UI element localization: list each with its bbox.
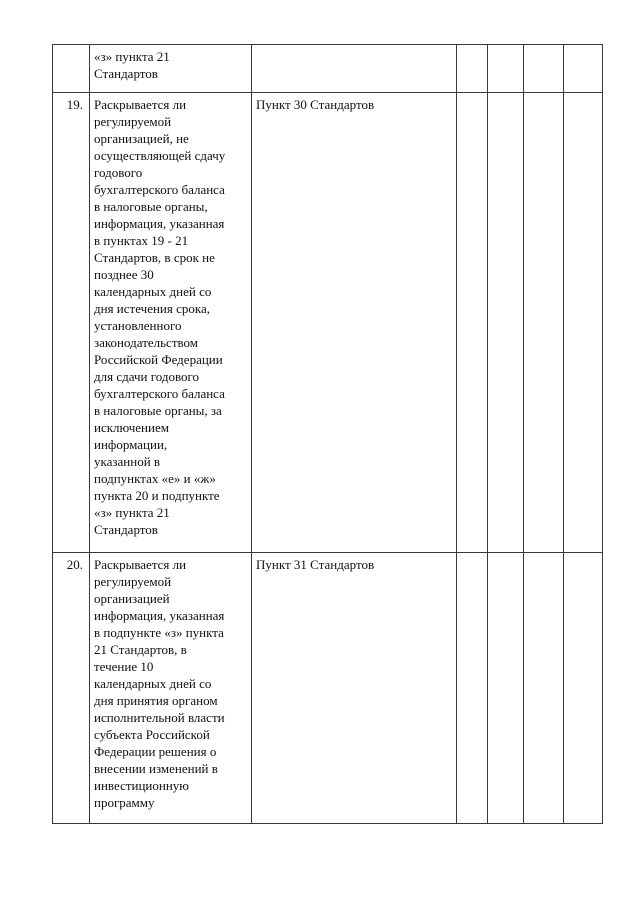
answer-cell-no[interactable] — [488, 553, 524, 824]
legal-reference — [252, 45, 457, 93]
row-number — [53, 45, 90, 93]
table-row — [53, 93, 603, 553]
notes-cell[interactable] — [564, 45, 603, 93]
checklist-table — [52, 44, 603, 824]
row-number: 20. — [53, 553, 90, 824]
table-row — [53, 45, 603, 93]
legal-reference: Пункт 31 Стандартов — [252, 553, 457, 824]
requirement-text: Раскрывается ли регулируемой организацией, не осуществляющей сдачу годового бухгалтерского баланса в налоговые органы, информация, указанная в пунктах 19 - 21 Стандартов, в срок не позднее 30 календарных дней со дня истечения срока, установленного законодательством Российской Федерации для сдачи годового бухгалтерского баланса в налоговые органы, за исключением информации, указанной в подпунктах «е» и «ж» пункта 20 и подпункте «з» пункта 21 Стандартов — [90, 93, 252, 553]
answer-cell-na[interactable] — [524, 553, 564, 824]
answer-cell-na[interactable] — [524, 93, 564, 553]
answer-cell-no[interactable] — [488, 45, 524, 93]
legal-reference: Пункт 30 Стандартов — [252, 93, 457, 553]
table-row — [53, 553, 603, 824]
answer-cell-na[interactable] — [524, 45, 564, 93]
notes-cell[interactable] — [564, 93, 603, 553]
answer-cell-no[interactable] — [488, 93, 524, 553]
answer-cell-yes[interactable] — [457, 553, 488, 824]
requirement-text: Раскрывается ли регулируемой организацией информация, указанная в подпункте «з» пункта 21 Стандартов, в течение 10 календарных дней со дня принятия органом исполнительной власти субъекта Российской Федерации решения о внесении изменений в инвестиционную программу — [90, 553, 252, 824]
row-number: 19. — [53, 93, 90, 553]
requirement-text: «з» пункта 21 Стандартов — [90, 45, 252, 93]
answer-cell-yes[interactable] — [457, 45, 488, 93]
notes-cell[interactable] — [564, 553, 603, 824]
answer-cell-yes[interactable] — [457, 93, 488, 553]
